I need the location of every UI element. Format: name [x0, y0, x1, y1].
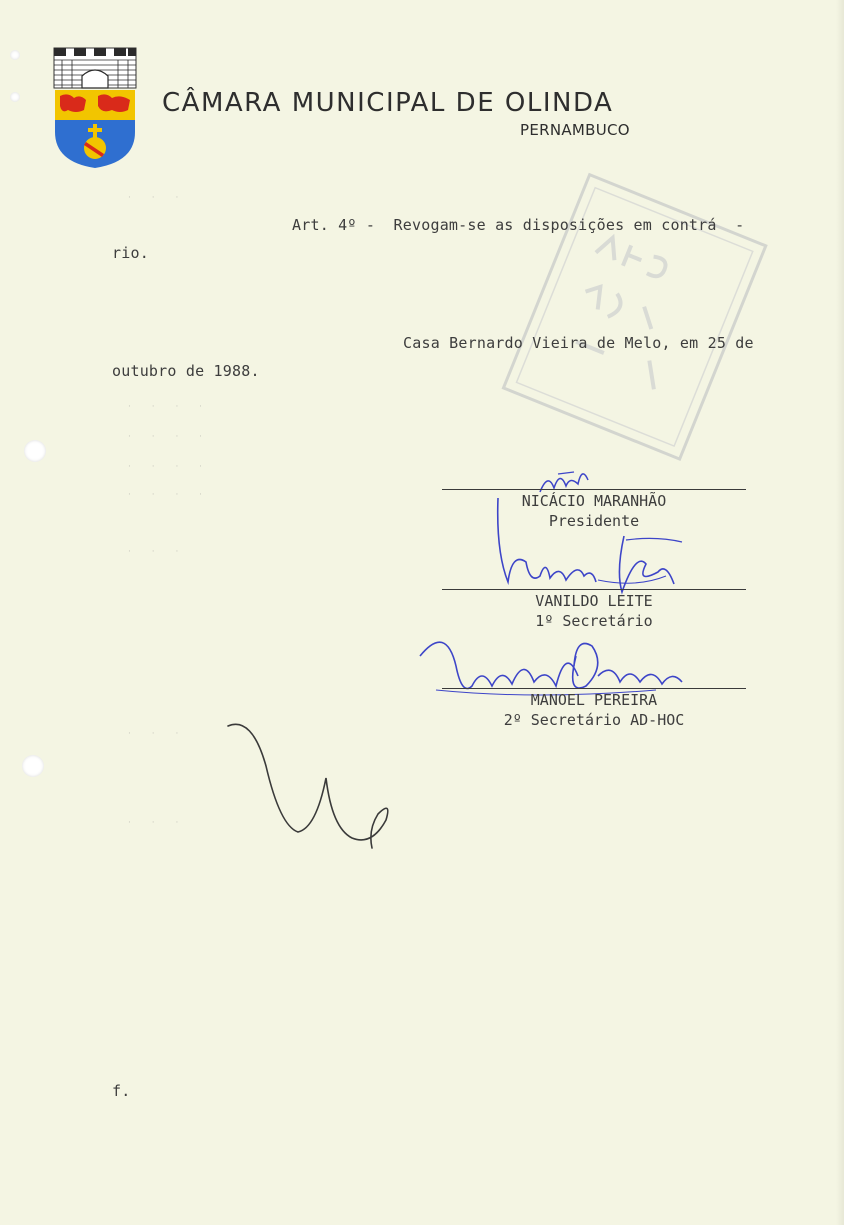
signature-line: [442, 688, 746, 689]
margin-dots: · · · ·: [128, 432, 212, 442]
institution-title: CÂMARA MUNICIPAL DE OLINDA: [162, 88, 614, 118]
olinda-crest-icon: [50, 44, 140, 172]
signatory-role-3: 2º Secretário AD-HOC: [503, 711, 685, 729]
margin-dots: · · ·: [128, 547, 188, 557]
article-line-2: rio.: [112, 244, 149, 262]
punch-hole: [10, 50, 20, 60]
signature-line: [442, 589, 746, 590]
margin-dots: · · ·: [128, 818, 188, 828]
pencil-initial-icon: [222, 716, 402, 856]
signature-line: [442, 489, 746, 490]
faded-stamp-icon: [480, 160, 780, 470]
punch-hole: [22, 755, 44, 777]
signatory-name-3: MANOEL PEREIRA: [530, 691, 658, 709]
closing-line-1: Casa Bernardo Vieira de Melo, em 25 de: [403, 334, 754, 352]
signatory-role-2: 1º Secretário: [535, 612, 653, 630]
footer-mark: f.: [112, 1082, 131, 1100]
margin-dots: · · ·: [128, 729, 188, 739]
margin-dots: · · ·: [128, 193, 188, 203]
institution-state: PERNAMBUCO: [520, 121, 630, 139]
signatory-name-1: NICÁCIO MARANHÃO: [521, 492, 667, 510]
signatory-name-2: VANILDO LEITE: [535, 592, 653, 610]
paper-edge: [836, 0, 844, 1225]
signatory-role-1: Presidente: [548, 512, 640, 530]
article-line-1: Art. 4º - Revogam-se as disposições em contrá -: [292, 216, 745, 234]
margin-dots: · · · ·: [128, 462, 212, 472]
margin-dots: · · · ·: [128, 490, 212, 500]
punch-hole: [24, 440, 46, 462]
margin-dots: · · · ·: [128, 402, 212, 412]
closing-line-2: outubro de 1988.: [112, 362, 260, 380]
punch-hole: [10, 92, 20, 102]
